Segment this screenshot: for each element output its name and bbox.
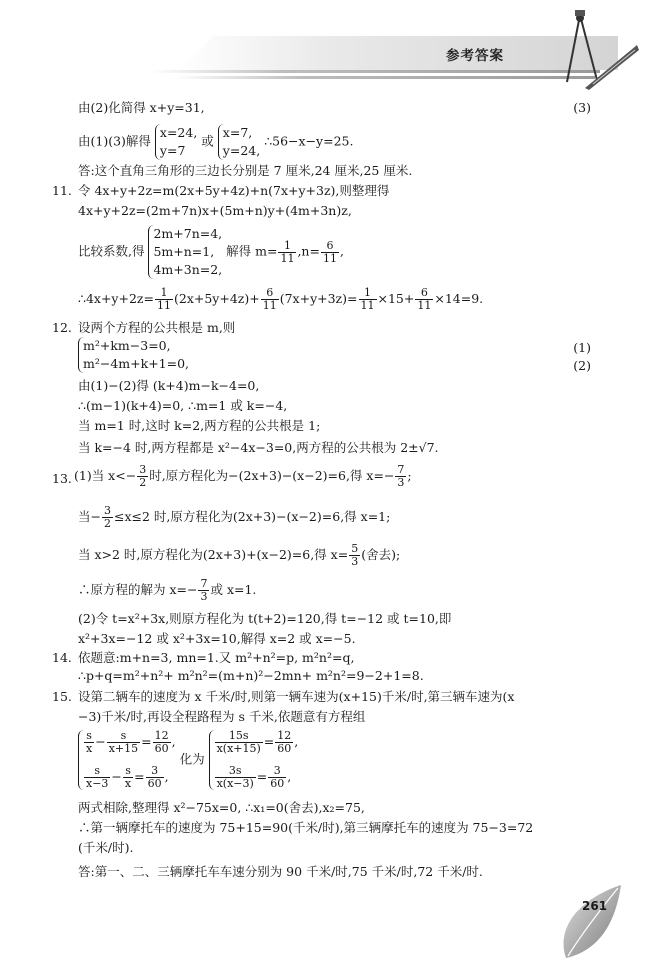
text-line: 两式相除,整理得 x²−75x=0, ∴x₁=0(舍去),x₂=75, [78,800,365,815]
equation-system: 2m+7n=4, 5m+n=1, 4m+3n=2, [148,225,222,279]
equation-system: m²+km−3=0, m²−4m+k+1=0, [78,337,189,373]
text-line: 当− $\frac{3}{2}$ ≤x≤2 时,原方程化为(2x+3)−(x−2)=6,得 x=1; [78,504,391,530]
text-line: ∴(m−1)(k+4)=0, ∴m=1 或 k=−4, [78,398,288,413]
text-line: (千米/时). [78,840,134,855]
text-line: 设两个方程的公共根是 m,则 [78,320,236,335]
text-line: ∴4x+y+2z= $\frac{1}{11}$ (2x+5y+4z)+ $\frac{6}{11}$ (7x+y+3z)= $\frac{1}{11}$ ×15+ $\frac{6}{11}$ ×14=9. [78,286,484,312]
text-line: 答:这个直角三角形的三边长分别是 7 厘米,24 厘米,25 厘米. [78,163,413,178]
text-line: x²+3x=−12 或 x²+3x=10,解得 x=2 或 x=−5. [78,631,356,646]
text-line: 比较系数,得 2m+7n=4, 5m+n=1, 4m+3n=2, 解得 m= $\frac{1}{11}$ ,n= $\frac{6}{11}$ , [78,226,344,277]
text-line: 由(1)(3)解得 x=24, y=7 或 x=7, y=24, ∴56−x−y=25. [78,125,354,158]
page-number: 261 [582,899,608,913]
text-line: 由(2)化简得 x+y=31, [78,100,205,115]
text-line: ∴第一辆摩托车的速度为 75+15=90(千米/时),第三辆摩托车的速度为 75−3=72 [78,820,534,835]
text-line: 当 m=1 时,这时 k=2,两方程的公共根是 1; [78,418,321,433]
question-number: 11. [52,183,72,198]
header-stripe [175,76,595,79]
question-number: 15. [52,689,72,704]
text-line: 依题意:m+n=3, mn=1.又 m²+n²=p, m²n²=q, [78,650,355,665]
equation-system: x=7, y=24, [218,124,260,160]
equation-tag: (1) [573,340,591,355]
equation-system-group: $\frac{s}{x}$ − $\frac{s}{x+15}$ = $\frac{12}{60}$ , $\frac{s}{x-3}$ − $\frac{s}{x}$ = $\frac{3}{60}$ , 化为 $\frac{15s}{x(x+15)}$ = $\frac{12}{60}$ , $\frac{3s}{x(x-3)}$ = $\frac{3}{60}$ , [78,730,298,790]
compass-ruler-icon [545,10,640,90]
equation-system: $\frac{s}{x}$ − $\frac{s}{x+15}$ = $\frac{12}{60}$ , $\frac{s}{x-3}$ − $\frac{s}{x}$ = $\frac{3}{60}$ , [78,730,176,790]
leaf-decoration-icon [546,880,626,960]
equation-system: $\frac{15s}{x(x+15)}$ = $\frac{12}{60}$ , $\frac{3s}{x(x-3)}$ = $\frac{3}{60}$ , [209,730,299,790]
text-line: 当 x>2 时,原方程化为(2x+3)+(x−2)=6,得 x= $\frac{5}{3}$ (舍去); [78,542,401,568]
text-line: 当 k=−4 时,两方程都是 x²−4x−3=0,两方程的公共根为 2±√7. [78,440,439,455]
text-line: ∴原方程的解为 x=− $\frac{7}{3}$ 或 x=1. [78,577,257,603]
text-line: 令 4x+y+2z=m(2x+5y+4z)+n(7x+y+3z),则整理得 [78,183,390,198]
text-line: ∴p+q=m²+n²+ m²n²=(m+n)²−2mn+ m²n²=9−2+1=8. [78,668,424,683]
equation-system: x=24, y=7 [155,124,197,160]
page-header-title: 参考答案 [446,48,504,64]
text-line: (1)当 x<− $\frac{3}{2}$ 时,原方程化为−(2x+3)−(x−2)=6,得 x=− $\frac{7}{3}$ ; [74,463,412,489]
equation-tag: (3) [573,100,591,115]
text-line: 由(1)−(2)得 (k+4)m−k−4=0, [78,378,260,393]
text-line: −3)千米/时,再设全程路程为 s 千米,依题意有方程组 [78,709,366,724]
question-number: 14. [52,650,72,665]
text-line: (2)令 t=x²+3x,则原方程化为 t(t+2)=120,得 t=−12 或 t=10,即 [78,611,452,626]
header-stripe [150,70,600,73]
text-line: 答:第一、二、三辆摩托车车速分别为 90 千米/时,75 千米/时,72 千米/时. [78,864,483,879]
question-number: 13. [52,471,72,486]
text-line: 设第二辆车的速度为 x 千米/时,则第一辆车速为(x+15)千米/时,第三辆车速为(x [78,689,515,704]
equation-tag: (2) [573,358,591,373]
text-line: 4x+y+2z=(2m+7n)x+(5m+n)y+(4m+3n)z, [78,203,352,218]
question-number: 12. [52,320,72,335]
